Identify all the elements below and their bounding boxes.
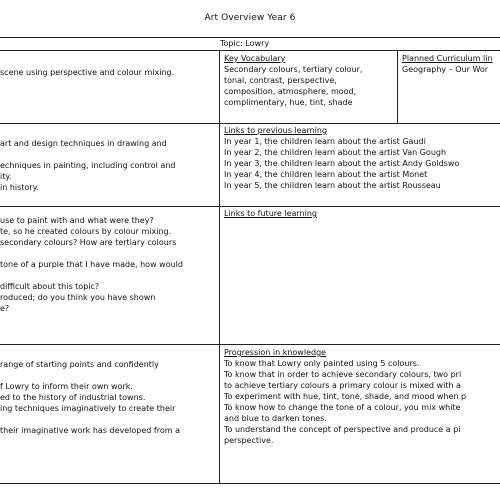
table-divider-row1 <box>0 123 500 124</box>
future-learning-heading: Links to future learning <box>224 209 317 218</box>
progression-line: To understand the concept of perspective and produce a pi <box>224 425 461 434</box>
progression-line: To experiment with hue, tint, tone, shade, and mood when p <box>224 392 467 401</box>
topic-heading: Topic: Lowry <box>220 39 270 48</box>
previous-learning-line: In year 5, the children learn about the artist Rousseau <box>224 181 441 190</box>
skills-line: echniques in painting, including control and <box>0 161 176 170</box>
outcome-line: ed to the history of industrial towns. <box>0 393 146 402</box>
vocabulary-line: tonal, contrast, perspective, <box>224 76 337 85</box>
question-line: use to paint with and what were they? <box>0 216 154 225</box>
key-vocabulary-cell <box>224 53 396 108</box>
table-column-divider-vocab <box>397 50 398 123</box>
progression-line: perspective. <box>224 436 274 445</box>
outcome-line: range of starting points and confidently <box>0 360 159 369</box>
question-line: e? <box>0 304 10 313</box>
progression-line: and blue to darken tones. <box>224 414 327 423</box>
question-line: roduced; do you think you have shown <box>0 293 156 302</box>
previous-learning-cell <box>224 125 500 191</box>
vocabulary-line: complimentary, hue, tint, shade <box>224 98 353 107</box>
question-line <box>0 270 218 281</box>
table-border-bottom <box>0 483 500 484</box>
question-line <box>0 248 218 259</box>
table-divider-row2 <box>0 206 500 207</box>
outcomes-list <box>0 359 218 436</box>
previous-learning-heading: Links to previous learning <box>224 126 328 135</box>
page-title: Art Overview Year 6 <box>204 13 296 23</box>
vocabulary-line: Secondary colours, tertiary colour, <box>224 65 363 74</box>
key-questions-list <box>0 215 218 314</box>
learning-objective: scene using perspective and colour mixing. <box>0 68 175 77</box>
outcome-line <box>0 370 218 381</box>
progression-line: To know how to change the tone of a colour, you mix white <box>224 403 461 412</box>
skills-line <box>0 149 218 160</box>
table-divider-row3 <box>0 344 500 345</box>
previous-learning-line: In year 4, the children learn about the artist Monet <box>224 170 428 179</box>
progression-line: To know that in order to achieve secondary colours, two pri <box>224 370 462 379</box>
skills-line: in history. <box>0 183 39 192</box>
progression-heading: Progression in knowledge <box>224 348 327 357</box>
progression-line: to achieve tertiary colours a primary colour is mixed with a <box>224 381 461 390</box>
progression-cell <box>224 347 500 446</box>
curriculum-line: Geography – Our Wor <box>402 65 489 74</box>
outcome-line: ing techniques imaginatively to create their <box>0 404 176 413</box>
table-divider-topic <box>0 50 500 51</box>
question-line: tone of a purple that I have made, how would <box>0 260 183 269</box>
progression-line: To know that Lowry only painted using 5 colours. <box>224 359 420 368</box>
skills-line: ity. <box>0 172 12 181</box>
previous-learning-line: In year 2, the children learn about the artist Van Gough <box>224 148 447 157</box>
outcome-line <box>0 414 218 425</box>
vocabulary-line: composition, atmosphere, mood, <box>224 87 357 96</box>
planned-curriculum-heading: Planned Curriculum lin <box>402 54 493 63</box>
outcome-line: f Lowry to inform their own work. <box>0 382 133 391</box>
planned-curriculum-cell <box>402 53 500 75</box>
skills-line: art and design techniques in drawing and <box>0 139 167 148</box>
question-line: te, so he created colours by colour mixing. <box>0 227 172 236</box>
skills-list <box>0 138 218 193</box>
previous-learning-line: In year 3, the children learn about the artist Andy Goldswo <box>224 159 460 168</box>
future-learning-cell <box>224 208 500 219</box>
key-vocabulary-heading: Key Vocabulary <box>224 54 286 63</box>
question-line: secondary colours? How are tertiary colours <box>0 238 177 247</box>
previous-learning-line: In year 1, the children learn about the artist Gaudi <box>224 137 426 146</box>
question-line: difficult about this topic? <box>0 282 100 291</box>
table-column-divider-main <box>219 50 220 483</box>
outcome-line: their imaginative work has developed from a <box>0 426 180 435</box>
